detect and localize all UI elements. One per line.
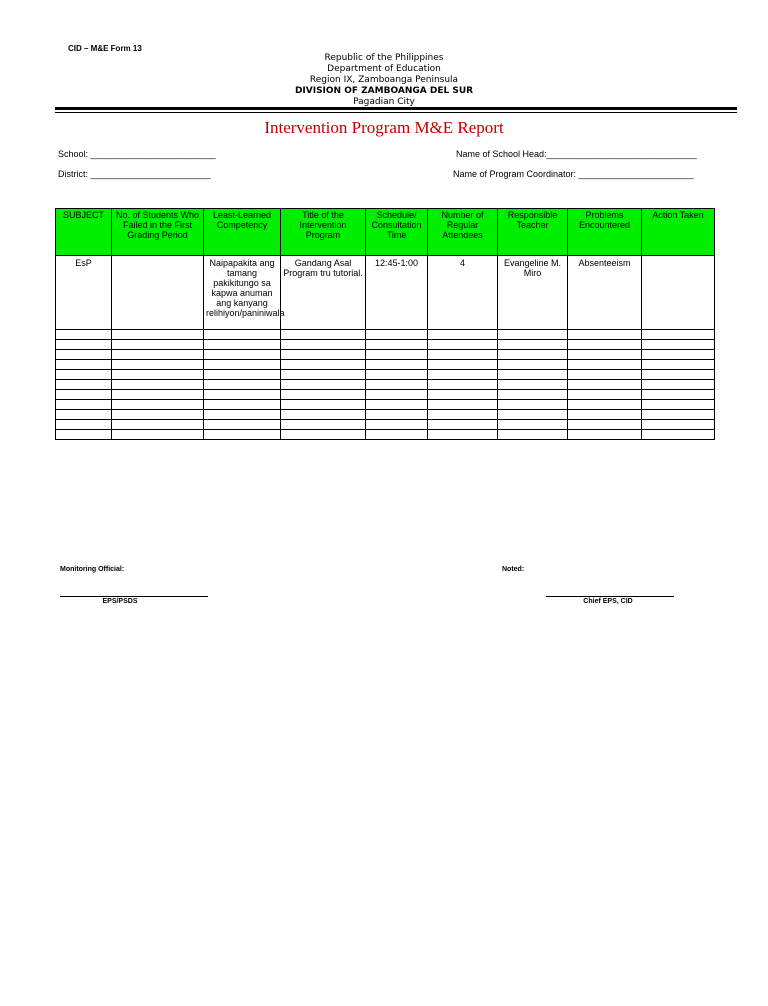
school-field: School: _________________________ bbox=[58, 149, 216, 159]
empty-table-row bbox=[56, 390, 715, 400]
empty-table-row bbox=[56, 340, 715, 350]
table-row bbox=[56, 256, 715, 330]
monitoring-signature-line bbox=[60, 596, 208, 597]
column-header-action: Action Taken bbox=[642, 209, 715, 256]
letterhead-republic: Republic of the Philippines bbox=[324, 53, 444, 63]
column-header-teacher: Responsible Teacher bbox=[498, 209, 568, 256]
cell-competency: Naipapakita ang tamang pakikitungo sa kapwa anuman ang kanyang relihiyon/paniniwala bbox=[204, 256, 281, 330]
cell-program-title: Gandang Asal Program tru tutorial. bbox=[281, 256, 366, 330]
empty-table-row bbox=[56, 350, 715, 360]
empty-table-row bbox=[56, 430, 715, 440]
column-header-subject: SUBJECT bbox=[56, 209, 112, 256]
empty-table-row bbox=[56, 410, 715, 420]
letterhead-department: Department of Education bbox=[327, 64, 441, 74]
empty-table-row bbox=[56, 380, 715, 390]
cell-action bbox=[642, 256, 715, 330]
intervention-report-table bbox=[55, 208, 715, 440]
program-coordinator-field: Name of Program Coordinator: _______________________ bbox=[453, 169, 694, 179]
empty-table-row bbox=[56, 330, 715, 340]
column-header-program-title: Title of the Intervention Program bbox=[281, 209, 366, 256]
cell-schedule: 12:45-1:00 bbox=[366, 256, 428, 330]
column-header-competency: Least-Learned Competency bbox=[204, 209, 281, 256]
empty-table-row bbox=[56, 420, 715, 430]
report-title: Intervention Program M&E Report bbox=[264, 118, 504, 137]
cell-teacher: Evangeline M. Miro bbox=[498, 256, 568, 330]
noted-title: Chief EPS, CID bbox=[583, 598, 633, 605]
header-divider-thick bbox=[55, 107, 737, 110]
cell-subject: EsP bbox=[56, 256, 112, 330]
letterhead-region: Region IX, Zamboanga Peninsula bbox=[309, 75, 459, 85]
cell-attendees: 4 bbox=[428, 256, 498, 330]
noted-signature-line bbox=[546, 596, 674, 597]
letterhead-city: Pagadian City bbox=[353, 97, 415, 107]
column-header-students-failed: No. of Students Who Failed in the First Grading Period bbox=[112, 209, 204, 256]
column-header-problems: Problems Encountered bbox=[568, 209, 642, 256]
empty-table-row bbox=[56, 400, 715, 410]
school-head-field: Name of School Head:______________________________ bbox=[456, 149, 697, 159]
column-header-attendees: Number of Regular Attendees bbox=[428, 209, 498, 256]
letterhead-division: DIVISION OF ZAMBOANGA DEL SUR bbox=[294, 86, 474, 96]
cell-students-failed bbox=[112, 256, 204, 330]
monitoring-official-label: Monitoring Official: bbox=[60, 566, 125, 573]
district-field: District: ________________________ bbox=[58, 169, 211, 179]
form-code: CID – M&E Form 13 bbox=[68, 44, 142, 53]
noted-label: Noted: bbox=[502, 566, 525, 573]
cell-problems: Absenteeism bbox=[568, 256, 642, 330]
monitoring-official-title: EPS/PSDS bbox=[102, 598, 138, 605]
empty-table-row bbox=[56, 370, 715, 380]
letterhead bbox=[0, 53, 768, 108]
table-header-row bbox=[56, 209, 715, 256]
column-header-schedule: Schedule/ Consultation Time bbox=[366, 209, 428, 256]
empty-table-row bbox=[56, 360, 715, 370]
header-divider-thin bbox=[55, 112, 737, 113]
